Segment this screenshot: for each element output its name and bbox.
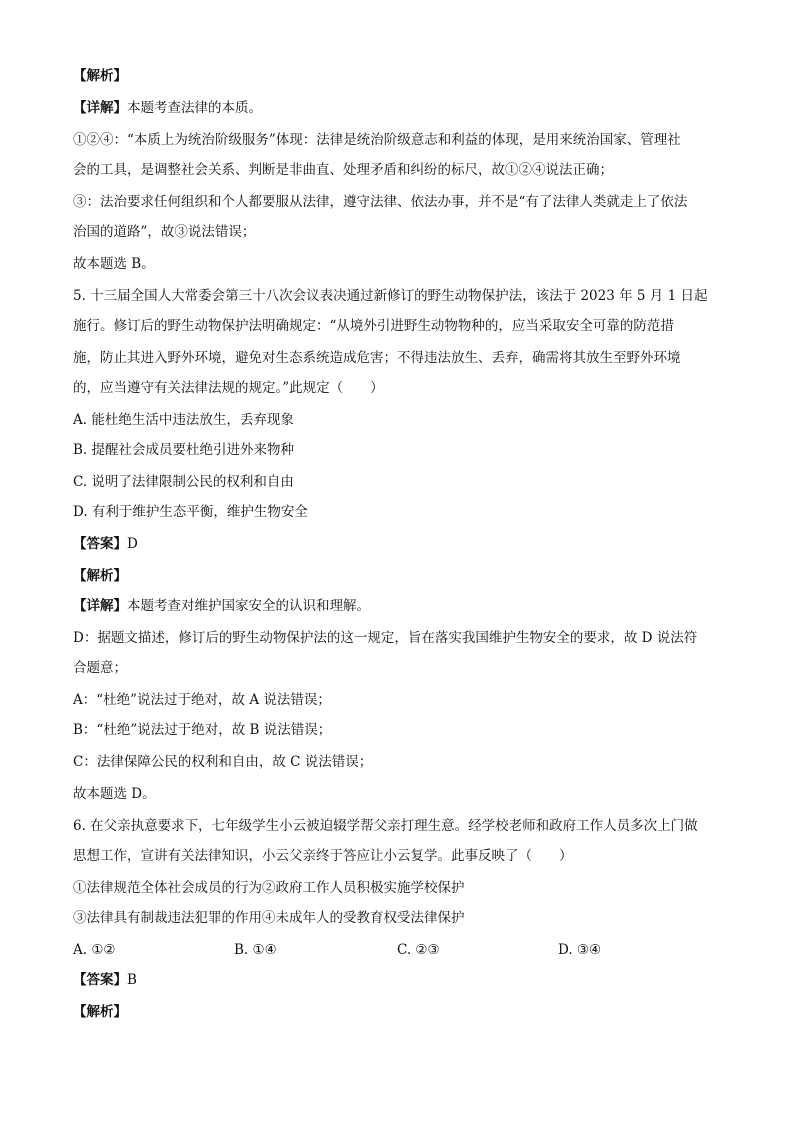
text-line: [73, 348, 723, 368]
line-text: ③法律具有制裁违法犯罪的作用④未成年人的受教育权受法律保护: [73, 910, 465, 926]
text-line: [73, 566, 723, 586]
option-a: A. ①②: [73, 942, 116, 958]
section-tag: 【答案】: [73, 536, 127, 552]
section-tag: 【详解】: [73, 598, 127, 614]
text-line: [73, 752, 723, 772]
text-line: [73, 720, 723, 740]
line-text: A. 能杜绝生活中违法放生，丢弃现象: [73, 412, 294, 428]
line-text: ③：法治要求任何组织和个人都要服从法律，遵守法律、依法办事，并不是“有了法律人类就走上了依法: [73, 194, 688, 210]
line-text: 会的工具，是调整社会关系、判断是非曲直、处理矛盾和纠纷的标尺，故①②④说法正确；: [73, 162, 613, 178]
text-line: [73, 908, 723, 928]
line-text: 本题考查对维护国家安全的认识和理解。: [127, 598, 370, 614]
line-text: 5. 十三届全国人大常委会第三十八次会议表决通过新修订的野生动物保护法，该法于 2023 年 5 月 1 日起: [73, 288, 708, 304]
option-b: B. ①④: [234, 942, 277, 958]
options-row: [73, 940, 723, 960]
line-text: D：据题文描述，修订后的野生动物保护法的这一规定，旨在落实我国维护生物安全的要求，故 D 说法符: [73, 630, 698, 646]
line-text: 故本题选 B。: [73, 256, 155, 272]
line-text: 的，应当遵守有关法律法规的规定。”此规定（ ）: [73, 380, 384, 396]
line-text: 治国的道路”，故③说法错误；: [73, 224, 256, 240]
text-line: [73, 286, 723, 306]
line-text: 思想工作，宣讲有关法律知识，小云父亲终于答应让小云复学。此事反映了（ ）: [73, 848, 573, 864]
text-line: [73, 784, 723, 804]
section-tag: 【详解】: [73, 100, 127, 116]
line-text: B：“杜绝”说法过于绝对，故 B 说法错误；: [73, 722, 332, 738]
text-line: [73, 1002, 723, 1022]
line-text: D. 有利于维护生态平衡，维护生物安全: [73, 504, 308, 520]
option-c: C. ②③: [397, 942, 440, 958]
text-line: [73, 690, 723, 710]
text-line: [73, 472, 723, 492]
line-text: B. 提醒社会成员要杜绝引进外来物种: [73, 442, 295, 458]
text-line: [73, 970, 723, 990]
text-line: [73, 254, 723, 274]
line-text: C. 说明了法律限制公民的权利和自由: [73, 474, 294, 490]
line-text: ①法律规范全体社会成员的行为②政府工作人员积极实施学校保护: [73, 880, 465, 896]
line-text: D: [127, 536, 138, 552]
line-text: 故本题选 D。: [73, 786, 156, 802]
section-tag: 【解析】: [73, 568, 127, 584]
section-tag: 【解析】: [73, 68, 127, 84]
text-line: [73, 846, 723, 866]
section-tag: 【答案】: [73, 972, 127, 988]
line-text: 施行。修订后的野生动物保护法明确规定：“从境外引进野生动物物种的，应当采取安全可靠的防范措: [73, 318, 674, 334]
text-line: [73, 816, 723, 836]
text-line: [73, 98, 723, 118]
line-text: 施，防止其进入野外环境，避免对生态系统造成危害；不得违法放生、丢弃，确需将其放生至野外环境: [73, 350, 681, 366]
text-line: [73, 378, 723, 398]
text-line: [73, 192, 723, 212]
text-line: [73, 316, 723, 336]
text-line: [73, 222, 723, 242]
text-line: [73, 130, 723, 150]
text-line: [73, 596, 723, 616]
line-text: 合题意；: [73, 660, 127, 676]
text-line: [73, 66, 723, 86]
text-line: [73, 410, 723, 430]
text-line: [73, 658, 723, 678]
text-line: [73, 628, 723, 648]
section-tag: 【解析】: [73, 1004, 127, 1020]
line-text: 6. 在父亲执意要求下，七年级学生小云被迫辍学帮父亲打理生意。经学校老师和政府工作人员多次上门做: [73, 818, 698, 834]
line-text: C：法律保障公民的权利和自由，故 C 说法错误；: [73, 754, 373, 770]
text-line: [73, 534, 723, 554]
line-text: B: [127, 972, 137, 988]
line-text: A：“杜绝”说法过于绝对，故 A 说法错误；: [73, 692, 331, 708]
text-line: [73, 502, 723, 522]
line-text: ①②④：“本质上为统治阶级服务”体现：法律是统治阶级意志和利益的体现，是用来统治国家、管理社: [73, 132, 681, 148]
option-d: D. ③④: [558, 942, 602, 958]
text-line: [73, 160, 723, 180]
line-text: 本题考查法律的本质。: [127, 100, 262, 116]
text-line: [73, 440, 723, 460]
text-line: [73, 878, 723, 898]
